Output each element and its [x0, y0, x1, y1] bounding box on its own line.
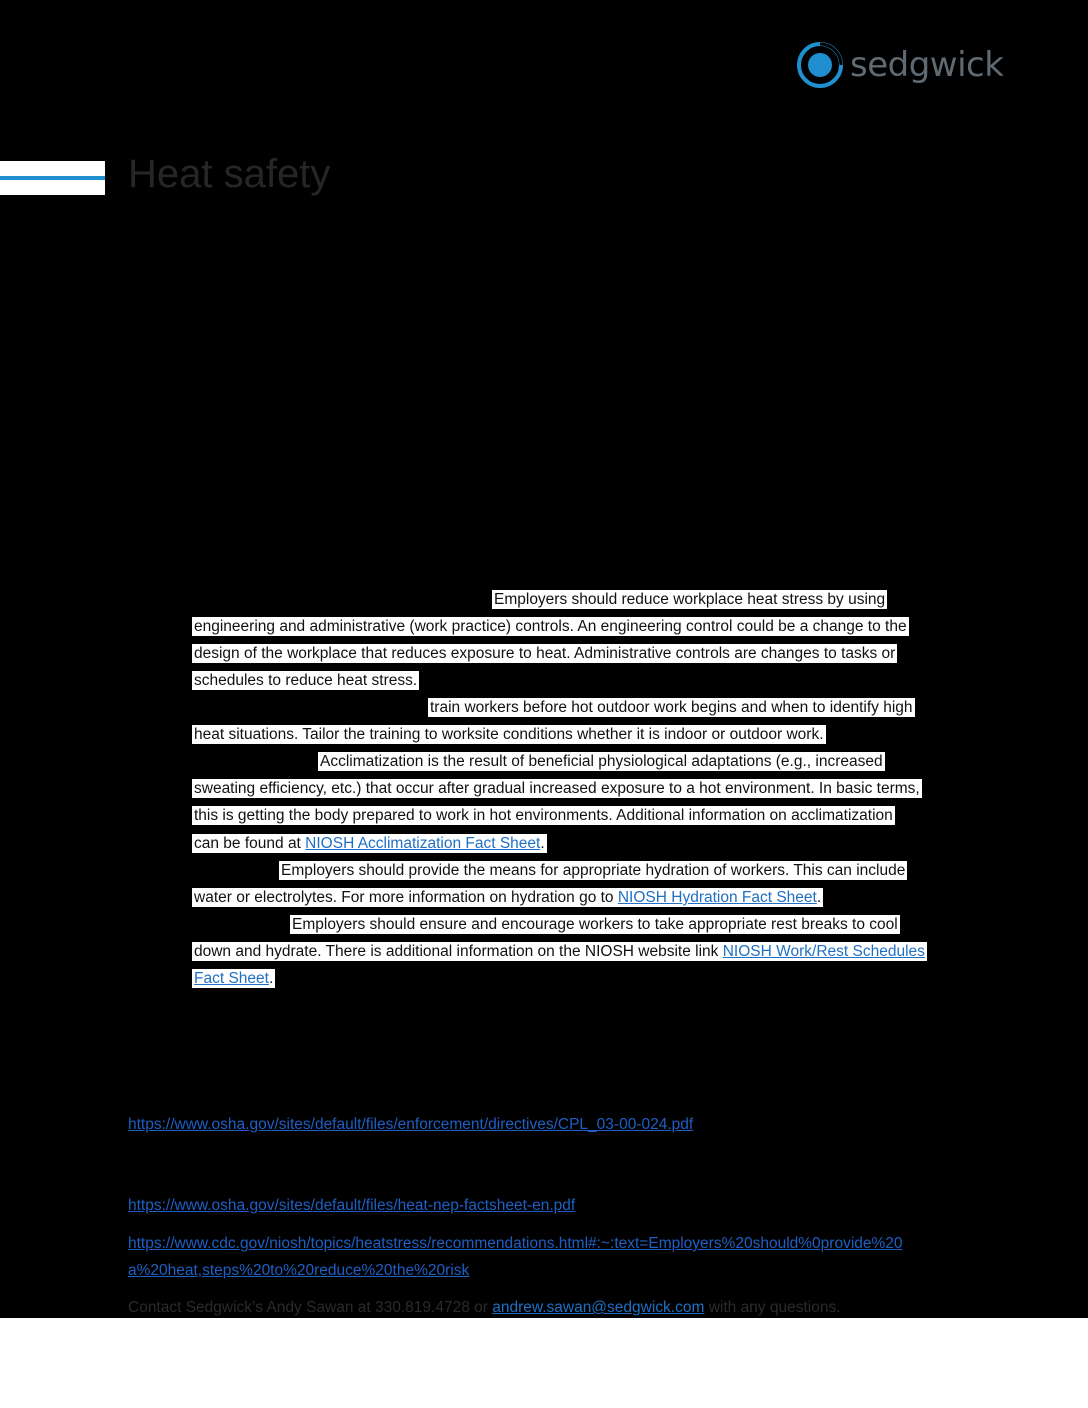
body-line: sweating efficiency, etc.) that occur after gradual increased exposure to a hot environment. In basic terms,	[194, 780, 920, 797]
body-line: schedules to reduce heat stress.	[194, 672, 418, 689]
body-line: heat situations. Tailor the training to worksite conditions whether it is indoor or outdoor work.	[194, 726, 824, 743]
body-line: Employers should ensure and encourage workers to take appropriate rest breaks to cool	[292, 916, 898, 933]
contact-email-link[interactable]: andrew.sawan@sedgwick.com	[492, 1299, 705, 1316]
reference-link-osha-directive[interactable]: https://www.osha.gov/sites/default/files/enforcement/directives/CPL_03-00-024.pdf	[128, 1116, 694, 1133]
niosh-hydration-link[interactable]: NIOSH Hydration Fact Sheet	[617, 889, 817, 906]
reference-link-cdc-cont[interactable]: a%20heat,steps%20to%20reduce%20the%20risk	[128, 1262, 470, 1279]
body-line: Employers should provide the means for appropriate hydration of workers. This can include	[281, 862, 906, 879]
body-line: this is getting the body prepared to work in hot environments. Additional information on acclimatization	[194, 807, 893, 824]
body-line: down and hydrate. There is additional information on the NIOSH website link NIOSH Work/Rest Schedules	[194, 943, 925, 960]
niosh-work-rest-link[interactable]: NIOSH Work/Rest Schedules	[722, 943, 925, 960]
page-title: Heat safety	[128, 152, 331, 196]
body-line: train workers before hot outdoor work begins and when to identify high	[430, 699, 913, 716]
title-accent-stripe	[0, 176, 105, 180]
body-line: Employers should reduce workplace heat stress by using	[494, 591, 886, 608]
logo-wordmark: sedgwick	[850, 45, 1004, 85]
sedgwick-logo-mark-icon	[796, 41, 844, 89]
body-line: design of the workplace that reduces exposure to heat. Administrative controls are changes to tasks or	[194, 645, 896, 662]
sedgwick-logo	[796, 40, 1003, 90]
body-line: can be found at NIOSH Acclimatization Fact Sheet.	[194, 835, 545, 852]
body-line: engineering and administrative (work practice) controls. An engineering control could be a change to the	[194, 618, 907, 635]
body-line: Acclimatization is the result of beneficial physiological adaptations (e.g., increased	[320, 753, 883, 770]
reference-link-cdc[interactable]: https://www.cdc.gov/niosh/topics/heatstress/recommendations.html#:~:text=Employers%20should%0provide%20	[128, 1235, 903, 1252]
body-line: water or electrolytes. For more information on hydration go to NIOSH Hydration Fact Sheet.	[194, 889, 822, 906]
niosh-acclimatization-link[interactable]: NIOSH Acclimatization Fact Sheet	[305, 835, 541, 852]
body-line: Fact Sheet.	[194, 970, 274, 987]
contact-line: Contact Sedgwick’s Andy Sawan at 330.819.4728 or andrew.sawan@sedgwick.com with any questions.	[128, 1299, 841, 1316]
reference-link-osha-factsheet[interactable]: https://www.osha.gov/sites/default/files/heat-nep-factsheet-en.pdf	[128, 1197, 576, 1214]
niosh-work-rest-link-cont[interactable]: Fact Sheet	[194, 970, 269, 987]
